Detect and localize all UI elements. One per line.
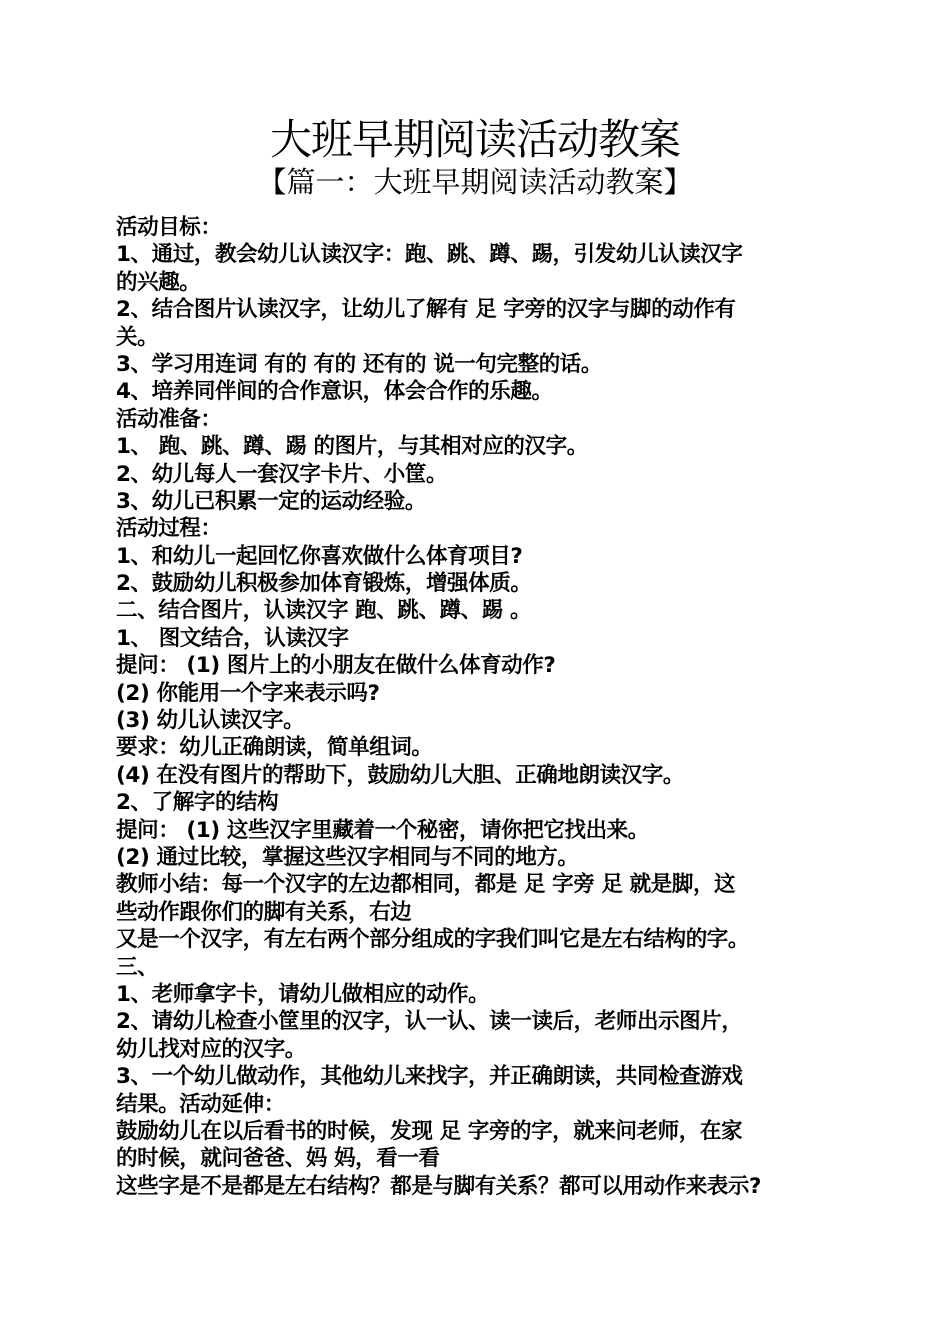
body-text-line: 2、幼儿每人一套汉字卡片、小筐。 xyxy=(116,461,448,487)
body-text-line: 1、通过，教会幼儿认读汉字：跑、跳、蹲、踢，引发幼儿认读汉字 xyxy=(116,242,743,268)
body-text-line: 3、学习用连词 有的 有的 还有的 说一句完整的话。 xyxy=(116,351,603,377)
document-title: 大班早期阅读活动教案 xyxy=(269,115,680,164)
body-text-line: 鼓励幼儿在以后看书的时候，发现 足 字旁的字，就来问老师，在家 xyxy=(116,1118,743,1144)
body-text-line: 些动作跟你们的脚有关系，右边 xyxy=(116,899,412,925)
body-text-line: 教师小结：每一个汉字的左边都相同，都是 足 字旁 足 就是脚，这 xyxy=(116,872,736,898)
body-text-line: 幼儿找对应的汉字。 xyxy=(116,1036,306,1062)
body-text-line: 1、 跑、跳、蹲、踢 的图片，与其相对应的汉字。 xyxy=(116,434,588,460)
document-body xyxy=(116,214,852,1200)
body-text-line: 的兴趣。 xyxy=(116,269,201,295)
body-text-line: 3、幼儿已积累一定的运动经验。 xyxy=(116,488,426,514)
body-text-line: 1、老师拿字卡，请幼儿做相应的动作。 xyxy=(116,981,490,1007)
body-text-line: 要求：幼儿正确朗读，简单组词。 xyxy=(116,735,433,761)
body-text-line: 三、 xyxy=(116,954,159,980)
body-text-line: 关。 xyxy=(116,324,159,350)
body-text-line: 提问： (1) 图片上的小朋友在做什么体育动作? xyxy=(116,653,556,679)
body-text-line: 4、培养同伴间的合作意识，体会合作的乐趣。 xyxy=(116,379,553,405)
document-subtitle: 【篇一：大班早期阅读活动教案】 xyxy=(257,165,693,199)
body-text-line: 活动过程： xyxy=(116,516,222,542)
body-text-line: 提问： (1) 这些汉字里藏着一个秘密，请你把它找出来。 xyxy=(116,817,649,843)
body-text-line: 活动目标： xyxy=(116,215,222,240)
body-text-line: (2) 通过比较，掌握这些汉字相同与不同的地方。 xyxy=(116,844,579,870)
body-text-line: 这些字是不是都是左右结构？都是与脚有关系？都可以用动作来表示? xyxy=(116,1173,762,1199)
body-text-line: 的时候，就问爸爸、妈 妈，看一看 xyxy=(116,1146,440,1172)
body-text-line: 2、鼓励幼儿积极参加体育锻炼，增强体质。 xyxy=(116,571,532,597)
body-text-line: 1、 图文结合，认读汉字 xyxy=(116,625,349,651)
body-text-line: 2、了解字的结构 xyxy=(116,790,279,816)
body-text-line: (4) 在没有图片的帮助下，鼓励幼儿大胆、正确地朗读汉字。 xyxy=(116,762,684,788)
body-text-line: 活动准备： xyxy=(116,406,222,432)
body-text-line: 结果。活动延伸： xyxy=(116,1091,285,1117)
body-text-line: 3、一个幼儿做动作，其他幼儿来找字，并正确朗读，共同检查游戏 xyxy=(116,1064,743,1090)
body-text-line: 2、结合图片认读汉字，让幼儿了解有 足 字旁的汉字与脚的动作有 xyxy=(116,297,736,323)
body-text-line: 1、和幼儿一起回忆你喜欢做什么体育项目? xyxy=(116,543,523,569)
body-text-line: 2、请幼儿检查小筐里的汉字，认一认、读一读后，老师出示图片， xyxy=(116,1009,743,1035)
body-text-line: 又是一个汉字，有左右两个部分组成的字我们叫它是左右结构的字。 xyxy=(116,927,750,953)
body-text-line: (2) 你能用一个字来表示吗? xyxy=(116,680,380,706)
body-text-line: (3) 幼儿认读汉字。 xyxy=(116,708,305,734)
body-text-line: 二、结合图片，认读汉字 跑、跳、蹲、踢 。 xyxy=(116,598,532,624)
